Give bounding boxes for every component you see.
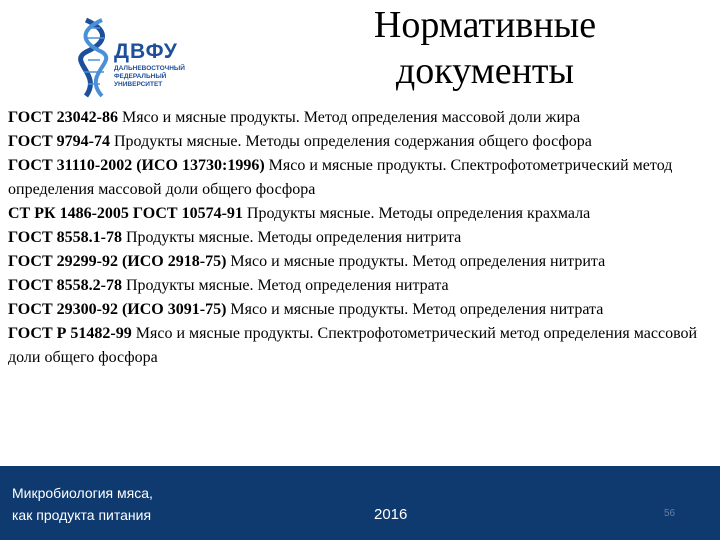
logo-name: ДВФУ: [114, 40, 178, 63]
page-number: 56: [664, 508, 676, 519]
document-code: ГОСТ Р 51482-99: [8, 325, 132, 342]
document-item: [8, 298, 708, 322]
document-code: ГОСТ 8558.2-78: [8, 277, 122, 294]
logo-subtitle-line: ФЕДЕРАЛЬНЫЙ: [114, 73, 167, 80]
course-title-line: как продукта питания: [12, 507, 152, 523]
logo-subtitle: [114, 65, 204, 89]
document-item: [8, 106, 708, 130]
document-item: [8, 130, 708, 154]
page-title: [330, 2, 640, 94]
document-code: ГОСТ 31110-2002 (ИСО 13730:1996): [8, 157, 265, 174]
document-text: Мясо и мясные продукты. Метод определения массовой доли жира: [117, 109, 581, 126]
dna-helix-icon: [78, 16, 118, 98]
document-code: ГОСТ 29299-92 (ИСО 2918-75): [8, 253, 227, 270]
logo-subtitle-line: ДАЛЬНЕВОСТОЧНЫЙ: [114, 65, 185, 72]
document-item: [8, 226, 708, 250]
document-item: [8, 250, 708, 274]
page-title-line: документы: [395, 50, 575, 92]
document-text: Мясо и мясные продукты. Метод определения нитрата: [226, 301, 604, 318]
document-item: [8, 322, 708, 370]
document-item: [8, 202, 708, 226]
footer-year: 2016: [374, 506, 408, 523]
document-list: [8, 106, 708, 370]
document-text: Продукты мясные. Методы определения содержания общего фосфора: [109, 133, 592, 150]
document-text: Продукты мясные. Методы определения нитрита: [121, 229, 462, 246]
document-code: СТ РК 1486-2005 ГОСТ 10574-91: [8, 205, 243, 222]
footer-bar: [0, 466, 720, 540]
document-code: ГОСТ 23042-86: [8, 109, 118, 126]
document-code: ГОСТ 29300-92 (ИСО 3091-75): [8, 301, 227, 318]
document-item: [8, 274, 708, 298]
document-text: Мясо и мясные продукты. Спектрофотометрический метод определения массовой доли общего фосфора: [8, 325, 698, 366]
document-text: Продукты мясные. Методы определения крахмала: [242, 205, 591, 222]
document-item: [8, 154, 708, 202]
document-text: Мясо и мясные продукты. Метод определения нитрита: [226, 253, 606, 270]
document-code: ГОСТ 9794-74: [8, 133, 110, 150]
course-title: [12, 482, 153, 526]
course-title-line: Микробиология мяса,: [12, 485, 153, 501]
document-code: ГОСТ 8558.1-78: [8, 229, 122, 246]
document-text: Мясо и мясные продукты. Спектрофотометрический метод определения массовой доли общего фосфора: [8, 157, 673, 198]
logo-subtitle-line: УНИВЕРСИТЕТ: [114, 81, 163, 88]
page-title-line: Нормативные: [373, 4, 597, 46]
document-text: Продукты мясные. Метод определения нитрата: [121, 277, 449, 294]
dvfu-logo: [78, 16, 198, 98]
